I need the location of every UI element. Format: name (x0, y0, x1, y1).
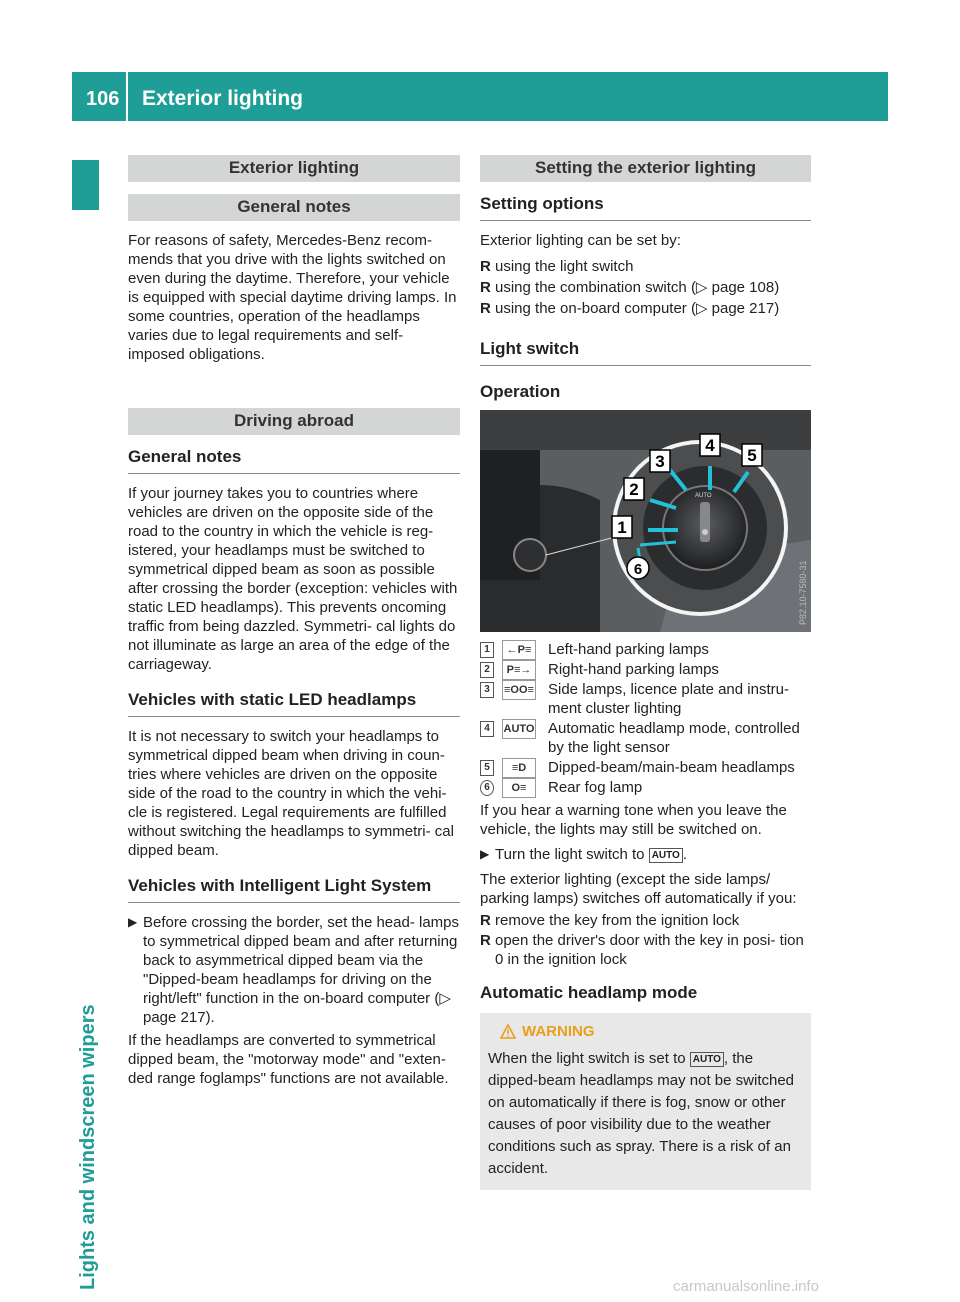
light-switch-figure (480, 410, 811, 632)
legend-row (480, 719, 811, 757)
auto-switch-icon: AUTO (649, 848, 683, 863)
legend-row (480, 640, 811, 659)
legend-number: 1 (480, 642, 494, 658)
figure-label-5: 5 (747, 446, 757, 465)
auto-switch-icon: AUTO (690, 1052, 724, 1067)
warning-box (480, 1013, 811, 1190)
sidebar-label-text: Lights and windscreen wipers (77, 1004, 99, 1290)
legend-row (480, 778, 811, 797)
section-band-exterior-lighting: Exterior lighting (128, 155, 460, 182)
step-arrow-icon: ▶ (480, 847, 490, 861)
legend-text: Rear fog lamp (548, 779, 643, 796)
legend-text: Left-hand parking lamps (548, 641, 709, 658)
figure-label-3: 3 (655, 452, 665, 471)
options-list (480, 256, 811, 319)
section-marker (72, 160, 99, 210)
figure-code: P82.10-7580-31 (798, 560, 808, 625)
rear-fog-lamp-icon: O≡ (502, 778, 536, 798)
driving-abroad-text: If your journey takes you to countries where vehicles are driven on the opposite side of the road to the country in which the vehicle is reg- istered, your headlamps must be switched to symmetrical dipped beam as soon as possible after crossing the border (exception: vehicles with static LED headlamps). This prevents oncoming traffic from being dazzled. Symmetri- cal lights do not illuminate as large an area of the edge of the carriageway. (128, 485, 458, 673)
legend-text: Right-hand parking lamps (548, 661, 719, 678)
warning-text: When the light switch is set to AUTO , the dipped-beam headlamps may not be switched on automatically if there is fog, snow or other causes of poor visibility due to the weather conditions such as spray. There is a risk of an accident. (488, 1050, 795, 1177)
legend-row (480, 758, 811, 777)
legend-number: 6 (480, 780, 494, 796)
list-item: R using the light switch (480, 258, 634, 275)
ils-instruction-step (128, 913, 460, 1027)
legend-text: Dipped-beam/main-beam headlamps (548, 759, 795, 776)
heading-general-notes: General notes (128, 447, 460, 474)
legend-row (480, 680, 811, 718)
heading-setting-options: Setting options (480, 194, 811, 221)
left-column (128, 155, 460, 1088)
list-item: R remove the key from the ignition lock (480, 912, 740, 929)
warning-title: WARNING (522, 1023, 595, 1040)
auto-off-intro: The exterior lighting (except the side lamps/ parking lamps) switches off automatically if you: (480, 871, 797, 907)
legend-text: Side lamps, licence plate and instru- ment cluster lighting (548, 681, 789, 717)
list-item: R open the driver's door with the key in posi- tion 0 in the ignition lock (480, 932, 804, 968)
turn-switch-step: ▶ Turn the light switch to AUTO . (480, 846, 688, 863)
light-switch-photo (480, 410, 811, 632)
section-band-driving-abroad: Driving abroad (128, 408, 460, 435)
page-number: 106 (86, 88, 120, 110)
ils-note-text: If the headlamps are converted to symmetrical dipped beam, the "motorway mode" and "exten- ded range foglamps" functions are not available. (128, 1032, 449, 1087)
legend-number: 3 (480, 682, 494, 698)
page-header (72, 72, 888, 121)
legend (480, 640, 811, 797)
auto-headlamp-icon: AUTO (502, 719, 536, 739)
legend-row (480, 660, 811, 679)
sidebar-section-label (73, 1000, 101, 1300)
right-column (480, 155, 811, 1190)
heading-operation: Operation (480, 382, 561, 401)
dipped-beam-icon: ≡D (502, 758, 536, 778)
bullet-icon: R (480, 912, 491, 929)
figure-label-2: 2 (629, 480, 639, 499)
bullet-icon: R (480, 300, 491, 317)
options-intro: Exterior lighting can be set by: (480, 232, 681, 249)
section-band-setting-lighting: Setting the exterior lighting (480, 155, 811, 182)
list-item: R using the combination switch (▷ page 108) (480, 279, 780, 296)
figure-label-6: 6 (633, 561, 643, 578)
warning-header (500, 1023, 803, 1040)
list-item: R using the on-board computer (▷ page 217) (480, 300, 780, 317)
warning-triangle-icon (500, 1024, 516, 1039)
heading-static-led: Vehicles with static LED headlamps (128, 690, 460, 717)
static-led-text: It is not necessary to switch your headlamps to symmetrical dipped beam when driving in coun- tries where vehicles are driven on the opposite side of the road to the country in which the vehi- cle is registered. Legal requirements are fulfilled without switching the headlamps to symmetri- cal dipped beam. (128, 728, 454, 859)
auto-off-list (480, 910, 811, 969)
legend-number: 4 (480, 721, 494, 737)
svg-text:AUTO: AUTO (695, 493, 712, 499)
general-notes-text: For reasons of safety, Mercedes-Benz recom- mends that you drive with the lights switched on even during the daytime. Therefore, your vehicle is equipped with special daytime driving lamps. In some countries, operation of the headlamps varies due to legal requirements and self- imposed obligations. (128, 232, 457, 363)
side-lamps-icon: ≡OO≡ (502, 680, 536, 700)
bullet-icon: R (480, 279, 491, 296)
left-parking-lamp-icon: ←P≡ (502, 640, 536, 660)
legend-text: Automatic headlamp mode, controlled by the light sensor (548, 720, 800, 756)
heading-automatic-mode: Automatic headlamp mode (480, 983, 698, 1002)
page-title: Exterior lighting (142, 87, 304, 110)
bullet-icon: R (480, 258, 491, 275)
bullet-icon: R (480, 932, 491, 949)
step-arrow-icon: ▶ (128, 915, 138, 929)
legend-number: 5 (480, 760, 494, 776)
watermark: carmanualsonline.info (673, 1278, 819, 1295)
step-text: Turn the light switch to (495, 846, 645, 863)
legend-number: 2 (480, 662, 494, 678)
right-parking-lamp-icon: P≡→ (502, 660, 536, 680)
figure-label-4: 4 (705, 436, 715, 455)
figure-label-1: 1 (617, 518, 627, 537)
ils-step-text: Before crossing the border, set the head- lamps to symmetrical dipped beam and after returning back to asymmetrical dipped beam via the "Dipped-beam headlamps for driving on the right/left" function in the on-board computer (▷ page 217). (143, 914, 460, 1026)
header-divider (126, 72, 128, 121)
heading-light-switch: Light switch (480, 339, 811, 366)
heading-intelligent-light: Vehicles with Intelligent Light System (128, 876, 460, 903)
section-band-general-notes: General notes (128, 194, 460, 221)
warning-tone-text: If you hear a warning tone when you leave the vehicle, the lights may still be switched on. (480, 802, 787, 838)
